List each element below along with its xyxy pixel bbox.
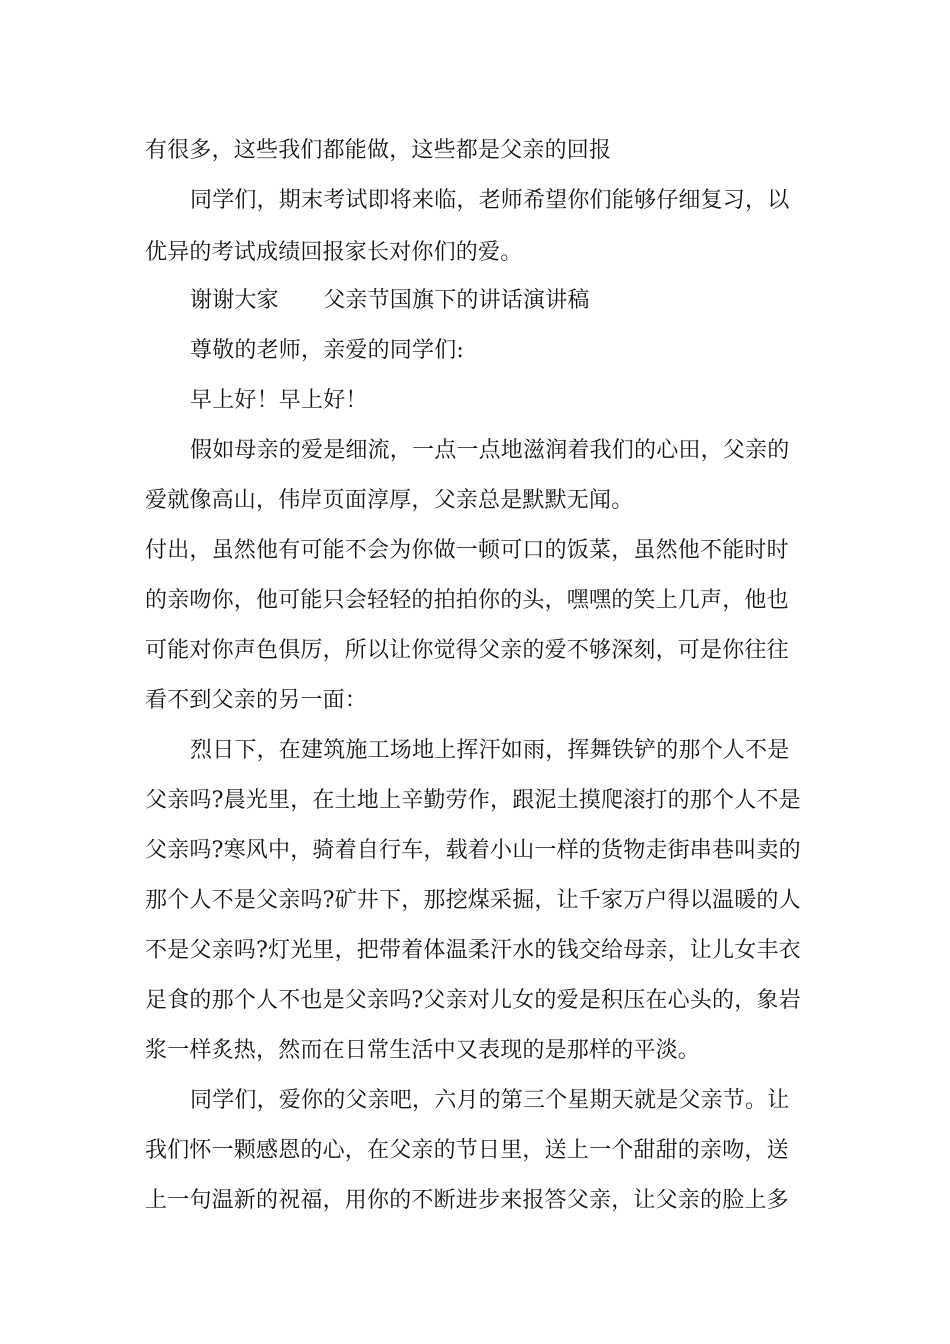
text-line: 付出，虽然他有可能不会为你做一顿可口的饭菜，虽然他不能时时 bbox=[145, 538, 789, 563]
text-line: 那个人不是父亲吗?矿井下，那挖煤采掘，让千家万户得以温暖的人 bbox=[145, 888, 801, 913]
text-line: 我们怀一颗感恩的心，在父亲的节日里，送上一个甜甜的亲吻，送 bbox=[145, 1138, 789, 1163]
text-line: 谢谢大家 父亲节国旗下的讲话演讲稿 bbox=[190, 288, 590, 313]
text-line: 父亲吗?寒风中，骑着自行车，载着小山一样的货物走街串巷叫卖的 bbox=[145, 838, 801, 863]
text-line: 假如母亲的爱是细流，一点一点地滋润着我们的心田，父亲的 bbox=[190, 438, 790, 463]
text-line: 上一句温新的祝福，用你的不断进步来报答父亲，让父亲的脸上多 bbox=[145, 1188, 789, 1213]
text-line: 可能对你声色俱厉，所以让你觉得父亲的爱不够深刻，可是你往往 bbox=[145, 638, 789, 663]
text-line: 爱就像高山，伟岸页面淳厚，父亲总是默默无闻。 bbox=[145, 488, 634, 513]
text-line: 同学们，爱你的父亲吧，六月的第三个星期天就是父亲节。让 bbox=[190, 1088, 790, 1113]
text-line: 同学们，期末考试即将来临，老师希望你们能够仔细复习，以 bbox=[190, 188, 790, 213]
text-line: 看不到父亲的另一面： bbox=[145, 688, 368, 713]
text-line: 尊敬的老师，亲爱的同学们: bbox=[190, 338, 465, 363]
text-line: 足食的那个人不也是父亲吗?父亲对儿女的爱是积压在心头的，象岩 bbox=[145, 988, 801, 1013]
text-line: 的亲吻你，他可能只会轻轻的拍拍你的头，嘿嘿的笑上几声，他也 bbox=[145, 588, 789, 613]
text-line: 优异的考试成绩回报家长对你们的爱。 bbox=[145, 240, 523, 265]
text-line: 早上好！早上好！ bbox=[190, 388, 368, 413]
text-line: 有很多，这些我们都能做，这些都是父亲的回报 bbox=[145, 138, 612, 163]
text-line: 烈日下，在建筑施工场地上挥汗如雨，挥舞铁铲的那个人不是 bbox=[190, 738, 790, 763]
text-line: 不是父亲吗?灯光里，把带着体温柔汗水的钱交给母亲，让儿女丰衣 bbox=[145, 938, 801, 963]
text-line: 父亲吗?晨光里，在土地上辛勤劳作，跟泥土摸爬滚打的那个人不是 bbox=[145, 788, 801, 813]
text-line: 浆一样炙热，然而在日常生活中又表现的是那样的平淡。 bbox=[145, 1038, 701, 1063]
